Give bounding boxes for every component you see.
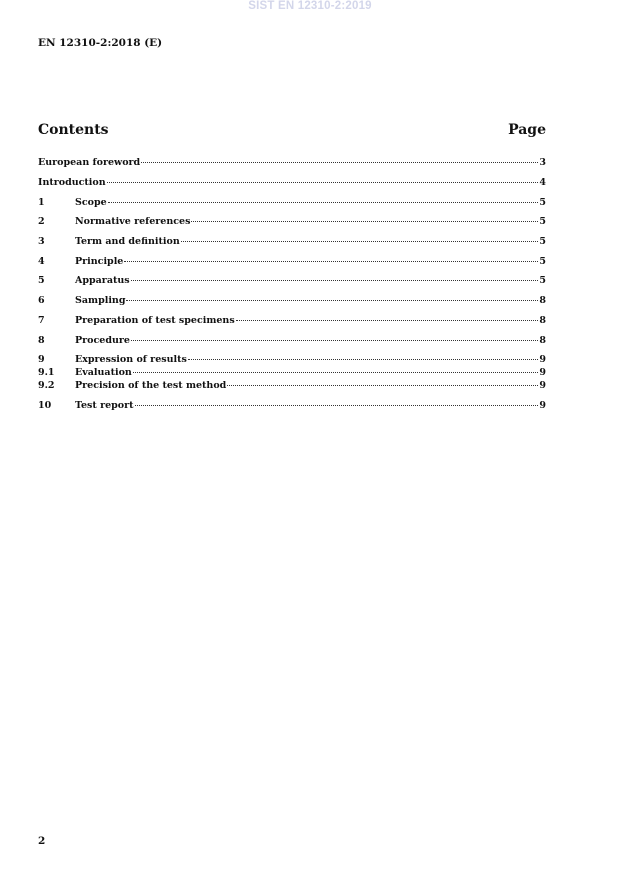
- toc-entry-title: Procedure: [75, 335, 130, 346]
- toc-entry-page: 9: [539, 367, 546, 378]
- toc-entry-title: Normative references: [75, 216, 191, 227]
- toc-entry-page: 5: [539, 197, 546, 208]
- toc-entry[interactable]: [38, 354, 546, 366]
- toc-entry-number: 4: [38, 256, 45, 267]
- toc-entry-number: 1: [38, 197, 45, 208]
- toc-leader-dots: [188, 359, 539, 360]
- toc-entry-page: 9: [539, 380, 546, 391]
- contents-header: [38, 122, 546, 138]
- toc-entry[interactable]: [38, 236, 546, 248]
- toc-entry-page: 8: [539, 335, 546, 346]
- toc-entry-page: 5: [539, 256, 546, 267]
- toc-entry-number: 9.1: [38, 367, 55, 378]
- toc-entry-title: Sampling: [75, 295, 126, 306]
- toc-entry[interactable]: [38, 400, 546, 412]
- toc-leader-dots: [131, 280, 539, 281]
- toc-entry-page: 3: [539, 157, 546, 168]
- toc-leader-dots: [236, 320, 539, 321]
- toc-leader-dots: [181, 241, 539, 242]
- toc-entry[interactable]: [38, 157, 546, 169]
- toc-entry-number: 9: [38, 354, 45, 365]
- toc-entry-page: 9: [539, 354, 546, 365]
- toc-entry-number: 2: [38, 216, 45, 227]
- document-identifier: EN 12310-2:2018 (E): [38, 37, 163, 49]
- toc-leader-dots: [108, 202, 539, 203]
- toc-entry[interactable]: [38, 197, 546, 209]
- toc-entry-number: 10: [38, 400, 52, 411]
- toc-leader-dots: [124, 261, 538, 262]
- toc-entry-title: Test report: [75, 400, 134, 411]
- toc-entry-title: European foreword: [38, 157, 141, 168]
- toc-entry[interactable]: [38, 295, 546, 307]
- toc-entry-title: Introduction: [38, 177, 106, 188]
- toc-leader-dots: [133, 372, 539, 373]
- toc-entry[interactable]: [38, 367, 546, 379]
- toc-entry[interactable]: [38, 315, 546, 327]
- watermark: SIST EN 12310-2:2019: [248, 0, 372, 12]
- toc-entry-number: 7: [38, 315, 45, 326]
- toc-entry-number: 5: [38, 275, 45, 286]
- toc-entry-title: Apparatus: [75, 275, 130, 286]
- toc-entry[interactable]: [38, 256, 546, 268]
- toc-entry-page: 5: [539, 275, 546, 286]
- toc-leader-dots: [126, 300, 538, 301]
- toc-leader-dots: [227, 385, 538, 386]
- toc-entry[interactable]: [38, 216, 546, 228]
- contents-heading: Contents: [38, 122, 109, 138]
- toc-entry-title: Precision of the test method: [75, 380, 227, 391]
- toc-leader-dots: [141, 162, 538, 163]
- toc-entry-page: 5: [539, 216, 546, 227]
- toc-entry-number: 3: [38, 236, 45, 247]
- toc-leader-dots: [131, 340, 538, 341]
- toc-entry-page: 8: [539, 295, 546, 306]
- toc-entry-title: Preparation of test specimens: [75, 315, 235, 326]
- toc-entry-title: Evaluation: [75, 367, 132, 378]
- toc-entry-title: Term and definition: [75, 236, 180, 247]
- toc-entry-title: Principle: [75, 256, 124, 267]
- toc-entry-number: 6: [38, 295, 45, 306]
- toc-leader-dots: [191, 221, 538, 222]
- toc-entry[interactable]: [38, 177, 546, 189]
- toc-entry-title: Scope: [75, 197, 107, 208]
- toc-entry-title: Expression of results: [75, 354, 187, 365]
- toc-entry-number: 8: [38, 335, 45, 346]
- page-column-heading: Page: [508, 122, 546, 138]
- toc-leader-dots: [107, 182, 539, 183]
- toc-entry[interactable]: [38, 335, 546, 347]
- toc-entry[interactable]: [38, 275, 546, 287]
- toc-entry-page: 5: [539, 236, 546, 247]
- toc-entry-page: 4: [539, 177, 546, 188]
- page-number: 2: [38, 835, 46, 847]
- toc-entry-page: 9: [539, 400, 546, 411]
- toc-entry[interactable]: [38, 380, 546, 392]
- toc-entry-page: 8: [539, 315, 546, 326]
- toc-entry-number: 9.2: [38, 380, 55, 391]
- toc-leader-dots: [135, 405, 539, 406]
